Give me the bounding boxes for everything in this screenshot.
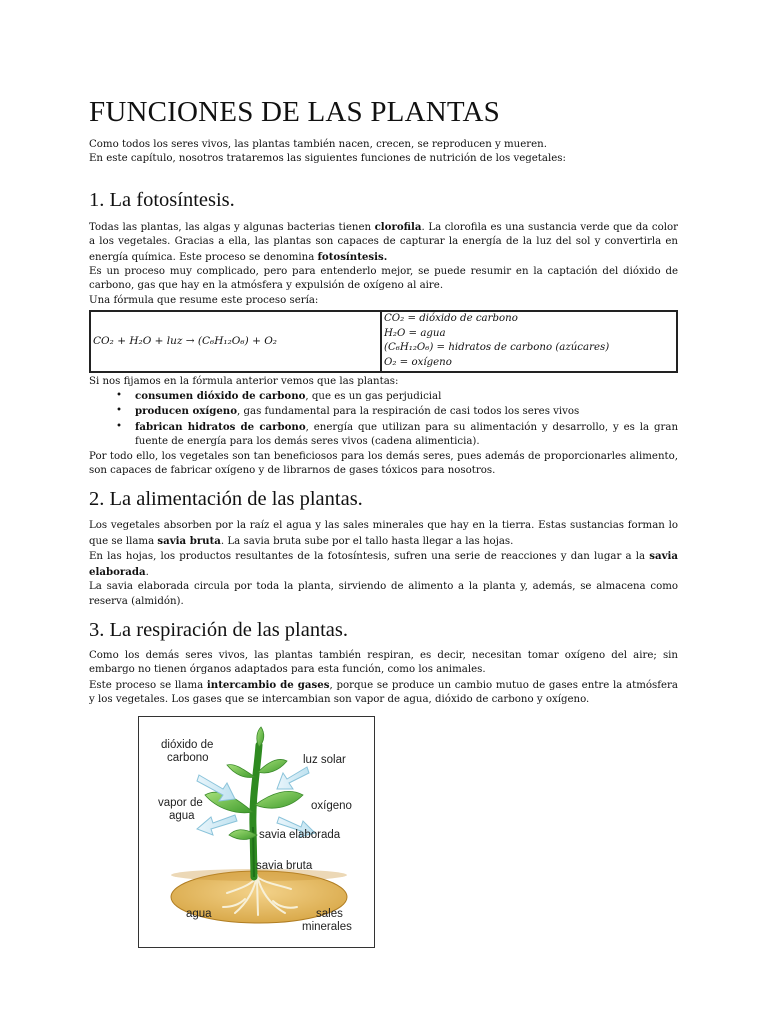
section1-paragraph-2: Es un proceso muy complicado, pero para entenderlo mejor, se puede resumir en la captación del dióxido de carbono, gas que hay en la atmósfera y expulsión de oxígeno al aire. <box>89 266 678 292</box>
label-savia-elaborada: savia elaborada <box>259 829 341 841</box>
legend-item: H₂O = agua <box>384 327 446 339</box>
label-luz: luz solar <box>303 754 346 766</box>
intro-line-1: Como todos los seres vivos, las plantas también nacen, crecen, se reproducen y mueren. <box>89 139 547 150</box>
label-co2-2: carbono <box>167 752 209 764</box>
legend-item: (C₆H₁₂O₆) = hidratos de carbono (azúcares) <box>384 342 610 354</box>
bullet-icon: • <box>116 405 123 417</box>
section3-paragraph-2: Este proceso se llama intercambio de gases, porque se produce un cambio mutuo de gases entre la atmósfera y los vegetales. Los gases que se intercambian son vapor de agua, dióxido de carbono y oxígeno. <box>89 678 678 706</box>
plant-diagram <box>138 716 375 948</box>
section2-paragraph-3: La savia elaborada circula por toda la planta, sirviendo de alimento a la planta y, además, se almacena como reserva (almidón). <box>89 581 678 607</box>
term-clorofila: clorofila <box>374 220 422 233</box>
section1-paragraph-5: Por todo ello, los vegetales son tan beneficiosos para los demás seres, pues además de proporcionarles alimento, son capaces de fabricar oxígeno y de librarnos de gases tóxicos para nosotros. <box>89 450 678 477</box>
term-fotosintesis: fotosíntesis. <box>317 250 388 263</box>
term-intercambio: intercambio de gases <box>206 678 330 691</box>
label-co2-1: dióxido de <box>161 739 214 751</box>
list-item: • fabrican hidratos de carbono, energía que utilizan para su alimentación y desarrollo, y es la gran fuente de energía para los demás seres vivos (cadena alimenticia). <box>116 420 679 448</box>
intro-line-2: En este capítulo, nosotros trataremos las siguientes funciones de nutrición de los vegetales: <box>89 153 566 165</box>
luz-arrow-icon <box>277 767 309 789</box>
section3-heading: 3. La respiración de las plantas. <box>89 618 349 641</box>
label-vapor-1: vapor de <box>158 797 203 809</box>
label-agua: agua <box>186 908 212 920</box>
label-sales-1: sales <box>316 908 343 920</box>
section3-paragraph-1: Como los demás seres vivos, las plantas también respiran, es decir, necesitan tomar oxígeno del aire; sin embargo no tienen órganos adaptados para esta función, como los animales. <box>89 649 678 676</box>
list-item: • producen oxígeno, gas fundamental para la respiración de casi todos los seres vivos <box>116 405 580 418</box>
plant-illustration <box>139 717 374 947</box>
document-page <box>89 96 678 708</box>
bullet-icon: • <box>116 420 123 432</box>
bullet-icon: • <box>116 390 123 402</box>
label-vapor-2: agua <box>169 810 195 822</box>
label-sales-2: minerales <box>302 921 352 933</box>
label-savia-bruta: savia bruta <box>256 860 313 872</box>
legend-item: CO₂ = dióxido de carbono <box>384 313 518 325</box>
section1-paragraph-3: Una fórmula que resume este proceso sería: <box>89 294 319 306</box>
section1-paragraph-4: Si nos fijamos en la fórmula anterior vemos que las plantas: <box>89 375 399 387</box>
section1-heading: 1. La fotosíntesis. <box>89 188 235 211</box>
vapor-arrow-icon <box>197 815 237 835</box>
page-title: FUNCIONES DE LAS PLANTAS <box>89 96 500 128</box>
term-savia-elaborada: savia elaborada <box>89 550 678 578</box>
formula-legend <box>381 311 677 371</box>
label-oxigeno: oxígeno <box>311 800 352 812</box>
list-item: • consumen dióxido de carbono, que es un gas perjudicial <box>116 390 442 403</box>
formula-cell: CO₂ + H₂O + luz → (C₆H₁₂O₆) + O₂ <box>90 311 381 371</box>
formula-table <box>89 310 678 372</box>
section2-paragraph-1: Los vegetales absorben por la raíz el agua y las sales minerales que hay en la tierra. Estas sustancias forman lo que se llama savia bruta. La savia bruta sube por el tallo hasta llegar a las hojas. <box>89 520 678 547</box>
section1-paragraph-1: Todas las plantas, las algas y algunas bacterias tienen clorofila. La clorofila es una sustancia verde que da color a los vegetales. Gracias a ella, las plantas son capaces de capturar la energía de la luz del sol y convertirla en energía química. Este proceso se denomina fotosíntesis. <box>89 220 678 263</box>
bullet-list <box>89 389 678 450</box>
legend-item: O₂ = oxígeno <box>384 357 452 369</box>
section2-paragraph-2: En las hojas, los productos resultantes de la fotosíntesis, sufren una serie de reacciones y dan lugar a la savia elaborada. <box>89 550 678 578</box>
section2-heading: 2. La alimentación de las plantas. <box>89 488 363 511</box>
term-savia-bruta: savia bruta <box>157 534 221 547</box>
